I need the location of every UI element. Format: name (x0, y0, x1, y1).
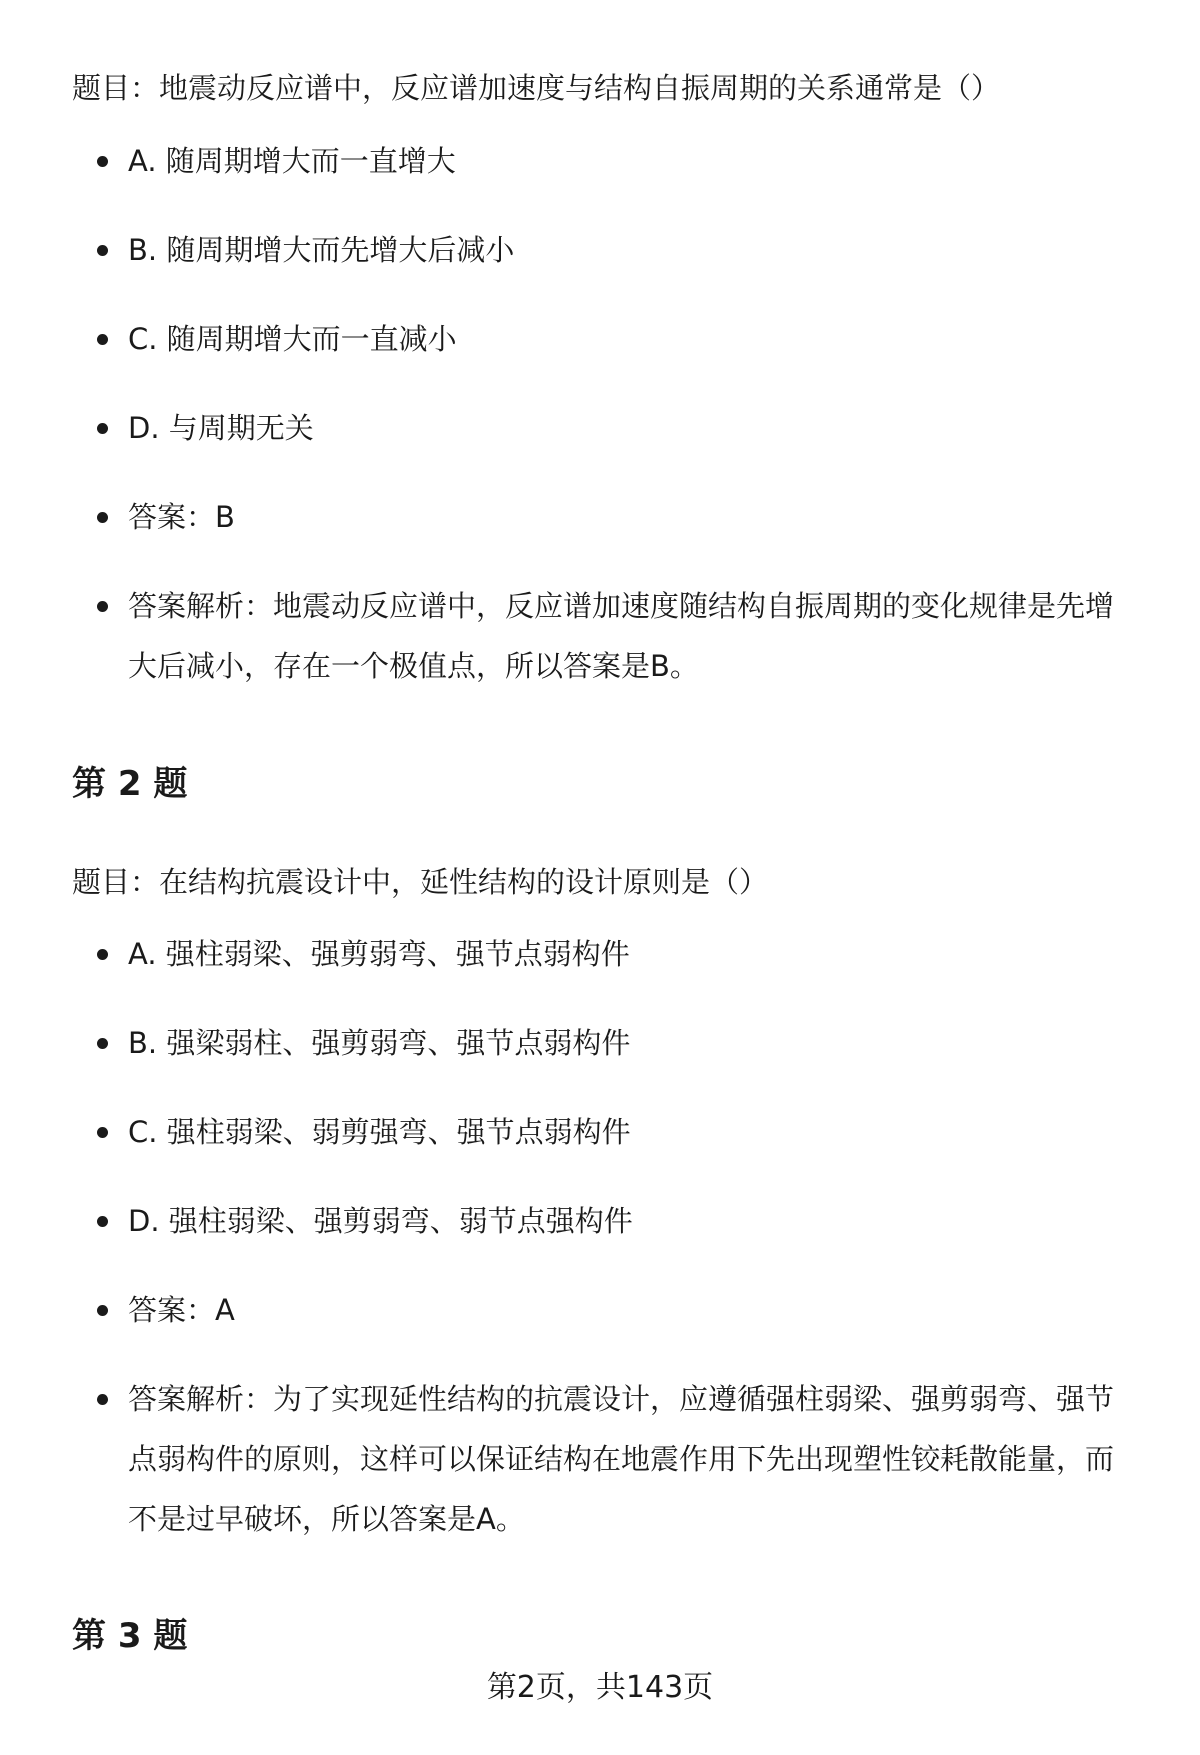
bullet-icon (97, 423, 108, 434)
bullet-icon (97, 1127, 108, 1138)
page-indicator: 第2页，共143页 (486, 1670, 714, 1705)
q1-answer (0, 487, 1140, 547)
q2-answer-text: 答案：A (128, 1293, 235, 1327)
q1-option-list (0, 131, 1140, 725)
q2-option-a-text: A. 强柱弱梁、强剪弱弯、强节点弱构件 (128, 937, 630, 971)
bullet-icon (97, 334, 108, 345)
q1-analysis (0, 576, 1140, 696)
q1-answer-text: 答案：B (128, 500, 235, 534)
q1-option-c (0, 309, 1140, 369)
q2-analysis-text: 答案解析：为了实现延性结构的抗震设计，应遵循强柱弱梁、强剪弱弯、强节点弱构件的原则，这样可以保证结构在地震作用下先出现塑性铰耗散能量，而不是过早破坏，所以答案是A。 (128, 1382, 1115, 1536)
q1-option-a-text: A. 随周期增大而一直增大 (128, 144, 456, 178)
q2-option-b (0, 1013, 1140, 1073)
q2-analysis (0, 1369, 1140, 1549)
bullet-icon (97, 1216, 108, 1227)
bullet-icon (97, 245, 108, 256)
bullet-icon (97, 1394, 108, 1405)
q2-question-text: 题目：在结构抗震设计中，延性结构的设计原则是（） (72, 865, 769, 899)
bullet-icon (97, 601, 108, 612)
q1-option-d (0, 398, 1140, 458)
bullet-icon (97, 1305, 108, 1316)
bullet-icon (97, 512, 108, 523)
q2-answer (0, 1280, 1140, 1340)
q1-analysis-text: 答案解析：地震动反应谱中，反应谱加速度随结构自振周期的变化规律是先增大后减小，存在一个极值点，所以答案是B。 (128, 589, 1115, 683)
q3-heading: 第 3 题 (72, 1616, 188, 1656)
q1-question-text: 题目：地震动反应谱中，反应谱加速度与结构自振周期的关系通常是（） (72, 71, 1001, 105)
q1-option-d-text: D. 与周期无关 (128, 411, 314, 445)
q2-option-c (0, 1102, 1140, 1162)
q1-option-a (0, 131, 1140, 191)
q1-option-b (0, 220, 1140, 280)
q2-heading: 第 2 题 (72, 764, 188, 804)
q1-option-c-text: C. 随周期增大而一直减小 (128, 322, 457, 356)
q2-option-c-text: C. 强柱弱梁、弱剪强弯、强节点弱构件 (128, 1115, 631, 1149)
bullet-icon (97, 949, 108, 960)
q2-option-b-text: B. 强梁弱柱、强剪弱弯、强节点弱构件 (128, 1026, 631, 1060)
q2-option-d (0, 1191, 1140, 1251)
q2-option-a (0, 924, 1140, 984)
q1-option-b-text: B. 随周期增大而先增大后减小 (128, 233, 515, 267)
bullet-icon (97, 156, 108, 167)
q2-option-d-text: D. 强柱弱梁、强剪弱弯、弱节点强构件 (128, 1204, 633, 1238)
bullet-icon (97, 1038, 108, 1049)
q2-option-list (0, 924, 1140, 1578)
